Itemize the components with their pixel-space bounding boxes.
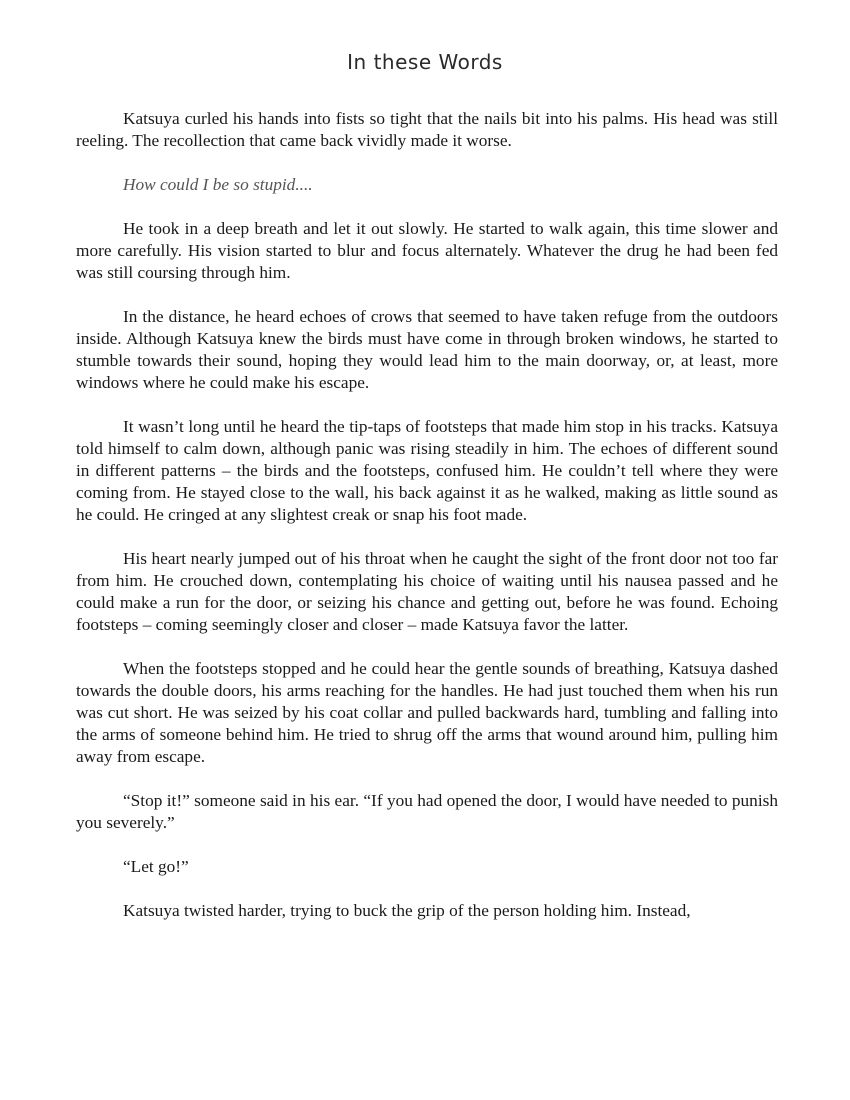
paragraph: It wasn’t long until he heard the tip-taps of footsteps that made him stop in his tracks. Katsuya told himself to calm down, although panic was rising steadily in him. The echoes of different sound in different patterns – the birds and the footsteps, confused him. He couldn’t tell where they were coming from. He stayed close to the wall, his back against it as he walked, making as little sound as he could. He cringed at any slightest creak or snap his foot made. <box>76 417 778 524</box>
paragraph: In the distance, he heard echoes of crows that seemed to have taken refuge from the outdoors inside. Although Katsuya knew the birds must have come in through broken windows, he started to stumble towards their sound, hoping they would lead him to the main doorway, or, at least, more windows where he could make his escape. <box>76 307 778 392</box>
paragraph-italic-thought: How could I be so stupid.... <box>123 175 313 194</box>
paragraph: His heart nearly jumped out of his throat when he caught the sight of the front door not too far from him. He crouched down, contemplating his choice of waiting until his nausea passed and he could make a run for the door, or seizing his chance and getting out, before he was found. Echoing footsteps – coming seemingly closer and closer – made Katsuya favor the latter. <box>76 549 778 634</box>
body-text <box>76 108 778 922</box>
running-header-title: In these Words <box>347 50 503 74</box>
paragraph: Katsuya curled his hands into fists so tight that the nails bit into his palms. His head was still reeling. The recollection that came back vividly made it worse. <box>76 109 778 150</box>
paragraph-dialogue: “Let go!” <box>123 857 189 876</box>
paragraph: When the footsteps stopped and he could hear the gentle sounds of breathing, Katsuya dashed towards the double doors, his arms reaching for the handles. He had just touched them when his run was cut short. He was seized by his coat collar and pulled backwards hard, tumbling and falling into the arms of someone behind him. He tried to shrug off the arms that wound around him, pulling him away from escape. <box>76 659 778 766</box>
paragraph: He took in a deep breath and let it out slowly. He started to walk again, this time slower and more carefully. His vision started to blur and focus alternately. Whatever the drug he had been fed was still coursing through him. <box>76 219 778 282</box>
paragraph-dialogue: “Stop it!” someone said in his ear. “If you had opened the door, I would have needed to punish you severely.” <box>76 791 778 832</box>
paragraph: Katsuya twisted harder, trying to buck the grip of the person holding him. Instead, <box>123 901 691 920</box>
